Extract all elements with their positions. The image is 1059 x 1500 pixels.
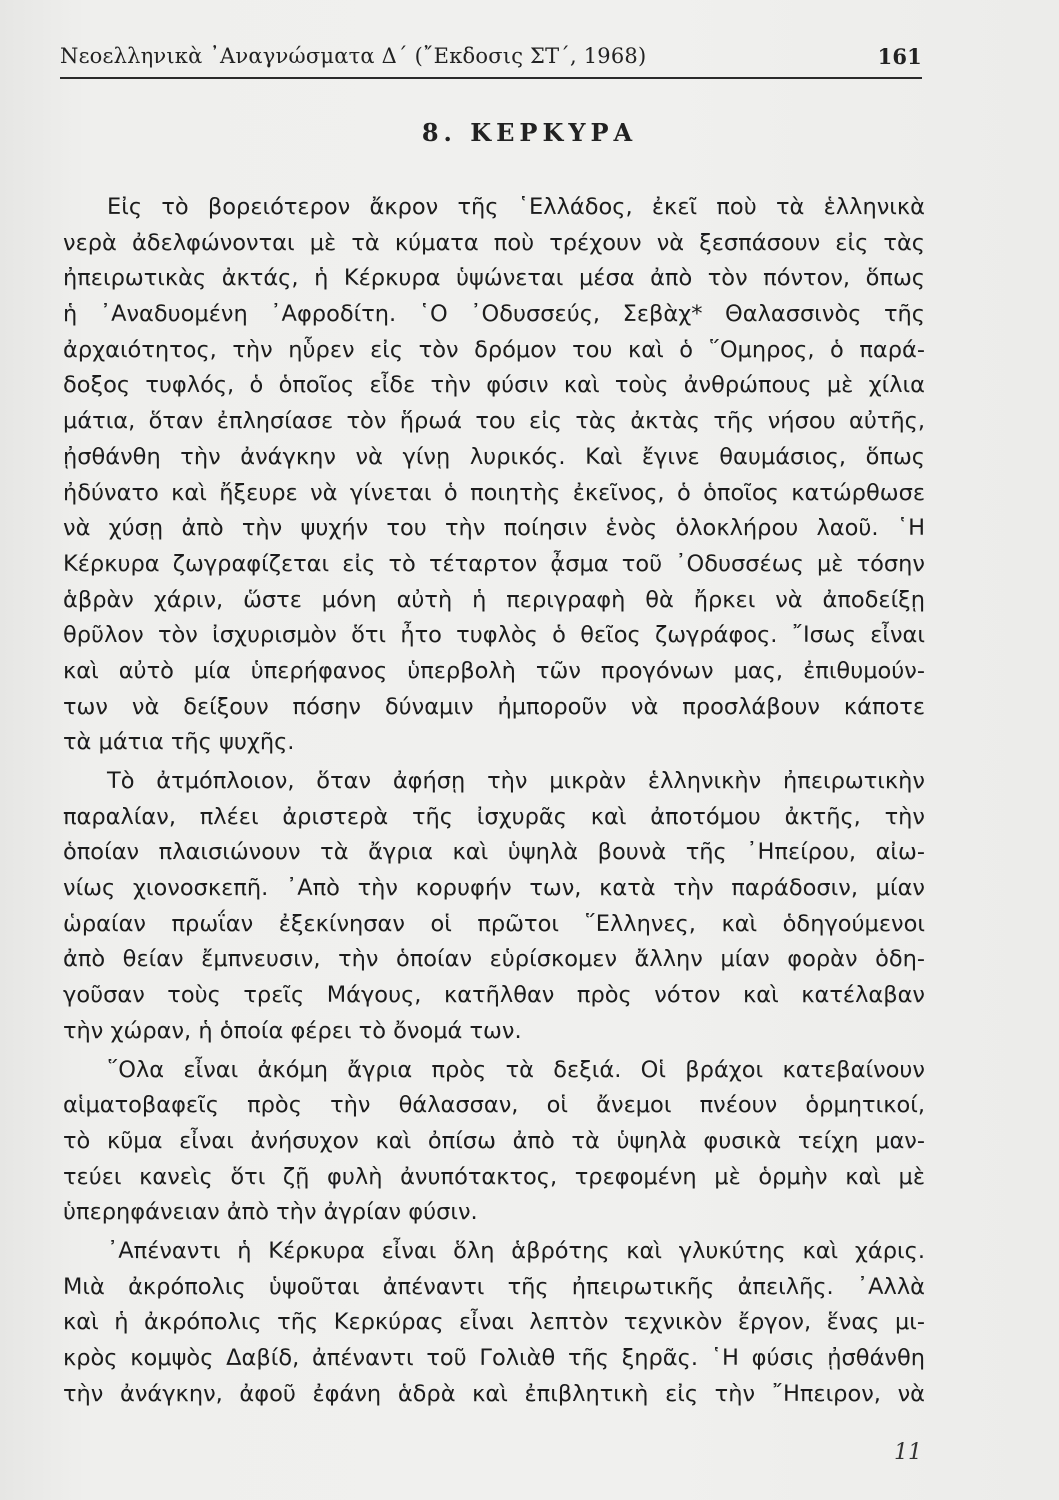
text-line: ἀπὸ θείαν ἔμπνευσιν, τὴν ὁποίαν εὑρίσκομεν ἄλλην μίαν φορὰν ὁδη- <box>63 946 925 973</box>
header-rule <box>60 77 922 79</box>
signature-mark: 11 <box>894 1440 922 1465</box>
paragraph <box>63 190 925 761</box>
text-line: των νὰ δείξουν πόσην δύναμιν ἠμποροῦν νὰ προσλάβουν κάποτε <box>63 693 925 720</box>
text-line: ᾐσθάνθη τὴν ἀνάγκην νὰ γίνῃ λυρικός. Καὶ ἔγινε θαυμάσιος, ὅπως <box>63 443 925 470</box>
text-line: δοξος τυφλός, ὁ ὁποῖος εἶδε τὴν φύσιν καὶ τοὺς ἀνθρώπους μὲ χίλια <box>63 372 925 399</box>
text-line: Εἰς τὸ βορειότερον ἄκρον τῆς ῾Ελλάδος, ἐκεῖ ποὺ τὰ ἑλληνικὰ <box>107 194 925 220</box>
text-line: Μιὰ ἀκρόπολις ὑψοῦται ἀπέναντι τῆς ἠπειρωτικῆς ἀπειλῆς. ᾿Αλλὰ <box>63 1273 925 1300</box>
text-line: Κέρκυρα ζωγραφίζεται εἰς τὸ τέταρτον ᾆσμα τοῦ ᾿Οδυσσέως μὲ τόσην <box>63 550 925 577</box>
text-line: νερὰ ἀδελφώνονται μὲ τὰ κύματα ποὺ τρέχουν νὰ ξεσπάσουν εἰς τὰς <box>63 229 925 256</box>
page-number: 161 <box>877 44 922 69</box>
paragraph <box>63 764 925 1050</box>
text-line: τὴν χώραν, ἡ ὁποία φέρει τὸ ὄνομά των. <box>63 1017 522 1044</box>
text-line: τὴν ἀνάγκην, ἀφοῦ ἐφάνη ἁδρὰ καὶ ἐπιβλητικὴ εἰς τὴν ῎Ηπειρον, νὰ <box>63 1380 925 1407</box>
text-line: ὡραίαν πρωΐαν ἐξεκίνησαν οἱ πρῶτοι ῞Ελληνες, καὶ ὁδηγούμενοι <box>63 910 925 937</box>
text-line: θρῦλον τὸν ἰσχυρισμὸν ὅτι ἦτο τυφλὸς ὁ θεῖος ζωγράφος. ῎Ισως εἶναι <box>63 622 925 649</box>
text-line: τεύει κανεὶς ὅτι ζῇ φυλὴ ἀνυπότακτος, τρεφομένη μὲ ὁρμὴν καὶ μὲ <box>63 1163 925 1190</box>
text-line: ᾿Απέναντι ἡ Κέρκυρα εἶναι ὅλη ἁβρότης καὶ γλυκύτης καὶ χάρις. <box>107 1237 925 1264</box>
text-line: ἀρχαιότητος, τὴν ηὗρεν εἰς τὸν δρόμον του καὶ ὁ ῞Ομηρος, ὁ παρά- <box>63 336 925 363</box>
text-line: Τὸ ἀτμόπλοιον, ὅταν ἀφήσῃ τὴν μικρὰν ἑλληνικὴν ἠπειρωτικὴν <box>107 768 925 794</box>
text-line: γοῦσαν τοὺς τρεῖς Μάγους, κατῆλθαν πρὸς νότον καὶ κατέλαβαν <box>63 982 925 1009</box>
text-line: ἠδύνατο καὶ ἤξευρε νὰ γίνεται ὁ ποιητὴς ἐκεῖνος, ὁ ὁποῖος κατώρθωσε <box>63 479 925 506</box>
paragraph <box>63 1234 925 1412</box>
text-line: τὸ κῦμα εἶναι ἀνήσυχον καὶ ὀπίσω ἀπὸ τὰ ὑψηλὰ φυσικὰ τείχη μαν- <box>63 1127 925 1154</box>
chapter-title: 8. ΚΕΡΚΥΡΑ <box>421 118 638 147</box>
text-line: καὶ αὐτὸ μία ὑπερήφανος ὑπερβολὴ τῶν προγόνων μας, ἐπιθυμούν- <box>63 657 925 684</box>
text-line: ἁβρὰν χάριν, ὥστε μόνη αὐτὴ ἡ περιγραφὴ θὰ ἤρκει νὰ ἀποδείξῃ <box>63 586 925 613</box>
text-line: ῞Ολα εἶναι ἀκόμη ἄγρια πρὸς τὰ δεξιά. Οἱ βράχοι κατεβαίνουν <box>107 1056 925 1083</box>
body-text <box>63 190 925 1412</box>
text-line: ὁποίαν πλαισιώνουν τὰ ἄγρια καὶ ὑψηλὰ βουνὰ τῆς ᾿Ηπείρου, αἰω- <box>63 839 925 866</box>
running-title: Νεοελληνικὰ ᾿Αναγνώσματα Δ΄ (῎Εκδοσις ΣΤ΄, 1968) <box>60 44 647 68</box>
text-line: ἠπειρωτικὰς ἀκτάς, ἡ Κέρκυρα ὑψώνεται μέσα ἀπὸ τὸν πόντον, ὅπως <box>63 265 925 292</box>
text-line: παραλίαν, πλέει ἀριστερὰ τῆς ἰσχυρᾶς καὶ ἀποτόμου ἀκτῆς, τὴν <box>63 803 925 830</box>
text-line: τὰ μάτια τῆς ψυχῆς. <box>63 729 295 756</box>
text-line: νίως χιονοσκεπῆ. ᾿Απὸ τὴν κορυφήν των, κατὰ τὴν παράδοσιν, μίαν <box>63 875 925 902</box>
text-line: ὑπερηφάνειαν ἀπὸ τὴν ἀγρίαν φύσιν. <box>63 1199 478 1226</box>
running-head <box>60 44 922 74</box>
text-line: κρὸς κομψὸς Δαβίδ, ἀπέναντι τοῦ Γολιὰθ τῆς ξηρᾶς. ῾Η φύσις ᾐσθάνθη <box>63 1345 925 1371</box>
text-line: αἱματοβαφεῖς πρὸς τὴν θάλασσαν, οἱ ἄνεμοι πνέουν ὁρμητικοί, <box>63 1092 925 1119</box>
text-line: νὰ χύσῃ ἀπὸ τὴν ψυχήν του τὴν ποίησιν ἑνὸς ὁλοκλήρου λαοῦ. ῾Η <box>63 515 925 542</box>
text-line: ἡ ᾿Αναδυομένη ᾿Αφροδίτη. ῾Ο ᾿Οδυσσεύς, Σεβὰχ* Θαλασσινὸς τῆς <box>63 301 925 328</box>
text-line: καὶ ἡ ἀκρόπολις τῆς Κερκύρας εἶναι λεπτὸν τεχνικὸν ἔργον, ἕνας μι- <box>63 1309 925 1336</box>
paragraph <box>63 1053 925 1231</box>
text-line: μάτια, ὅταν ἐπλησίασε τὸν ἥρωά του εἰς τὰς ἀκτὰς τῆς νήσου αὐτῆς, <box>63 408 925 435</box>
